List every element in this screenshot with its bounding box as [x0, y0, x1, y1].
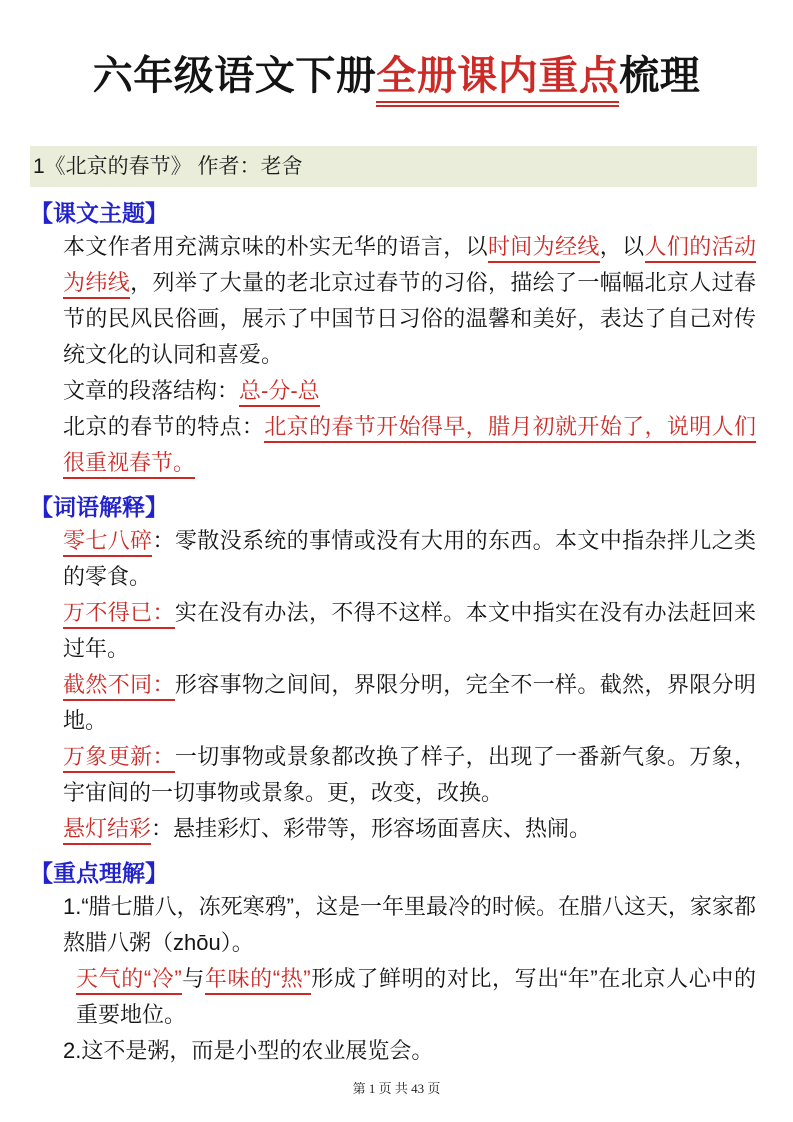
- definition-text: 零散没系统的事情或没有大用的东西。本文中指杂拌儿之类的零食。: [63, 528, 756, 589]
- term-highlight: 截然不同：: [63, 672, 175, 701]
- highlight-run: 总-分-总: [239, 378, 320, 407]
- word-item: [63, 523, 756, 595]
- highlight-run: 年味的“热”: [205, 966, 311, 995]
- word-item: [63, 811, 756, 847]
- body-run: ，以: [599, 234, 645, 259]
- body-run: 本文作者用充满京味的朴实无华的语言，以: [63, 234, 488, 259]
- term-highlight: 万不得已：: [63, 600, 175, 629]
- question-item: 1.“腊七腊八，冻死寒鸦”，这是一年里最冷的时候。在腊八这天，家家都熬腊八粥（zhōu）。: [63, 894, 757, 955]
- body-run: 与: [181, 966, 205, 991]
- section-heading-words: 【词语解释】: [30, 494, 168, 520]
- section-heading-key-points: 【重点理解】: [30, 860, 168, 886]
- term-highlight: 悬灯结彩: [63, 816, 151, 845]
- lesson-header-bar: 1《北京的春节》 作者：老舍: [30, 146, 757, 187]
- definition-text: 形容事物之间间，界限分明，完全不一样。截然，界限分明地。: [63, 672, 756, 733]
- word-item: [63, 595, 756, 667]
- highlight-run: 时间为经线: [488, 234, 600, 263]
- analysis-line: [76, 961, 756, 1033]
- term-separator: ：: [151, 816, 174, 841]
- title-highlight: 全册课内重点: [376, 54, 619, 107]
- body-run: 文章的段落结构：: [63, 378, 240, 403]
- highlight-run: 人们的活动为纬线: [63, 234, 756, 299]
- page-title: [0, 50, 793, 102]
- word-item: [63, 739, 756, 811]
- body-run: 北京的春节的特点：: [63, 414, 265, 439]
- definition-text: 实在没有办法，不得不这样。本文中指实在没有办法赶回来过年。: [63, 600, 756, 661]
- term-highlight: 万象更新：: [63, 744, 175, 773]
- definition-text: 悬挂彩灯、彩带等，形容场面喜庆、热闹。: [173, 816, 592, 841]
- section-heading-theme: 【课文主题】: [30, 200, 168, 226]
- title-suffix: 梳理: [619, 54, 701, 98]
- term-highlight: 零七八碎: [63, 528, 152, 557]
- body-run: ，列举了大量的老北京过春节的习俗，描绘了一幅幅北京人过春节的民风民俗画，展示了中国节日习俗的温馨和美好，表达了自己对传统文化的认同和喜爱。: [63, 270, 756, 367]
- page-footer: 第 1 页 共 43 页: [352, 1081, 441, 1096]
- question-item: 2.这不是粥，而是小型的农业展览会。: [63, 1038, 434, 1063]
- title-prefix: 六年级语文下册: [92, 54, 377, 98]
- structure-line: [63, 373, 756, 409]
- theme-paragraph: [63, 229, 756, 373]
- word-item: [63, 667, 756, 739]
- highlight-run: 北京的春节开始得早，腊月初就开始了，说明人们很重视春节。: [63, 414, 756, 479]
- term-separator: ：: [152, 528, 175, 553]
- feature-line: [63, 409, 756, 481]
- highlight-run: 天气的“冷”: [76, 966, 182, 995]
- definition-text: 一切事物或景象都改换了样子，出现了一番新气象。万象，宇宙间的一切事物或景象。更，改变，改换。: [63, 744, 756, 805]
- body-run: 形成了鲜明的对比，写出“年”在北京人心中的重要地位。: [76, 966, 756, 1027]
